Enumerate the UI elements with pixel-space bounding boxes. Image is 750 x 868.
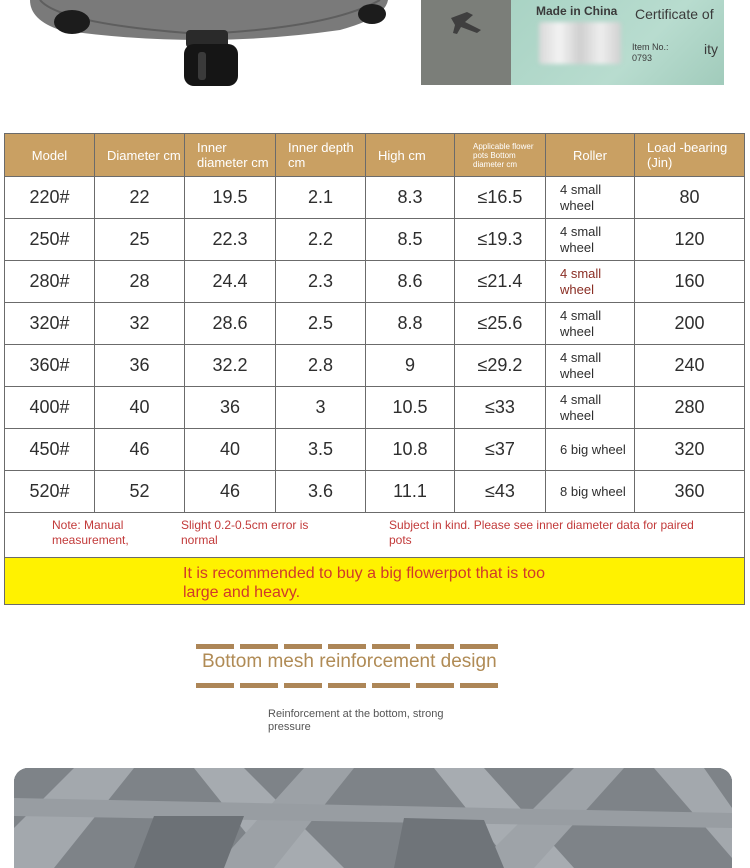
cell-roller: 8 big wheel (546, 471, 635, 513)
header-model: Model (5, 134, 95, 177)
cell-applicable: ≤43 (455, 471, 546, 513)
cell-inner-depth: 3 (276, 387, 366, 429)
note-manual-measurement: Note: Manual measurement, (52, 518, 129, 547)
table-row (5, 177, 745, 219)
header-applicable: Applicable flower pots Bottom diameter cm (455, 134, 546, 177)
cell-inner-diameter: 46 (185, 471, 276, 513)
cell-load: 240 (635, 345, 745, 387)
certificate-suffix: ity (704, 41, 718, 57)
cell-model: 400# (5, 387, 95, 429)
header-inner-diameter: Inner diameter cm (185, 134, 276, 177)
cell-high: 10.5 (366, 387, 455, 429)
cell-load: 160 (635, 261, 745, 303)
mesh-bottom-photo (14, 768, 732, 868)
cell-inner-diameter: 40 (185, 429, 276, 471)
cell-inner-diameter: 19.5 (185, 177, 276, 219)
cell-high: 8.8 (366, 303, 455, 345)
cell-roller: 4 small wheel (546, 387, 635, 429)
cell-diameter: 40 (95, 387, 185, 429)
table-row (5, 387, 745, 429)
cell-load: 120 (635, 219, 745, 261)
cell-model: 280# (5, 261, 95, 303)
table-row (5, 429, 745, 471)
note-row (5, 513, 745, 558)
caster-base-illustration (0, 0, 400, 100)
cell-inner-depth: 2.1 (276, 177, 366, 219)
cell-model: 520# (5, 471, 95, 513)
certificate-item (632, 42, 669, 64)
item-label: Item No.: (632, 42, 669, 52)
made-in-label: Made in China (536, 4, 618, 18)
header-roller: Roller (546, 134, 635, 177)
cell-inner-diameter: 36 (185, 387, 276, 429)
header-inner-depth: Inner depth cm (276, 134, 366, 177)
note-error-range: Slight 0.2-0.5cm error is normal (181, 518, 309, 547)
tip-text: It is recommended to buy a big flowerpot that is too large and heavy. (183, 565, 545, 601)
cell-inner-diameter: 28.6 (185, 303, 276, 345)
spec-table (4, 133, 745, 605)
cell-diameter: 25 (95, 219, 185, 261)
cell-inner-diameter: 22.3 (185, 219, 276, 261)
cell-load: 360 (635, 471, 745, 513)
header-diameter: Diameter cm (95, 134, 185, 177)
recommendation-tip (5, 558, 745, 605)
table-row (5, 345, 745, 387)
item-number: 0793 (632, 53, 653, 63)
cell-roller: 4 small wheel (546, 303, 635, 345)
cell-diameter: 46 (95, 429, 185, 471)
certificate-image (421, 0, 724, 85)
cell-model: 320# (5, 303, 95, 345)
cell-inner-diameter: 32.2 (185, 345, 276, 387)
cell-load: 280 (635, 387, 745, 429)
cell-applicable: ≤37 (455, 429, 546, 471)
cell-applicable: ≤16.5 (455, 177, 546, 219)
cell-applicable: ≤25.6 (455, 303, 546, 345)
table-row (5, 471, 745, 513)
cell-diameter: 32 (95, 303, 185, 345)
section-title: Bottom mesh reinforcement design (198, 650, 501, 674)
cell-model: 360# (5, 345, 95, 387)
header-load: Load -bearing (Jin) (635, 134, 745, 177)
header-high: High cm (366, 134, 455, 177)
certificate-panel (511, 0, 724, 85)
table-row (5, 219, 745, 261)
note-cell (5, 513, 745, 558)
cell-high: 8.6 (366, 261, 455, 303)
cell-model: 220# (5, 177, 95, 219)
mesh-grid-illustration (14, 768, 732, 868)
cell-applicable: ≤33 (455, 387, 546, 429)
cell-roller: 4 small wheel (546, 219, 635, 261)
cell-inner-depth: 3.6 (276, 471, 366, 513)
cell-inner-depth: 3.5 (276, 429, 366, 471)
cell-high: 9 (366, 345, 455, 387)
cell-applicable: ≤29.2 (455, 345, 546, 387)
tip-row (5, 558, 745, 605)
cell-diameter: 28 (95, 261, 185, 303)
table-row (5, 303, 745, 345)
cell-high: 8.5 (366, 219, 455, 261)
cell-inner-depth: 2.8 (276, 345, 366, 387)
cell-load: 80 (635, 177, 745, 219)
cell-high: 11.1 (366, 471, 455, 513)
cell-roller: 6 big wheel (546, 429, 635, 471)
table-row (5, 261, 745, 303)
cell-roller: 4 small wheel (546, 345, 635, 387)
note-subject-in-kind: Subject in kind. Please see inner diameter data for paired pots (389, 518, 694, 547)
cell-applicable: ≤19.3 (455, 219, 546, 261)
blurred-logo (539, 22, 621, 64)
cell-inner-depth: 2.2 (276, 219, 366, 261)
cell-diameter: 22 (95, 177, 185, 219)
cell-model: 450# (5, 429, 95, 471)
cell-diameter: 36 (95, 345, 185, 387)
cell-model: 250# (5, 219, 95, 261)
cell-roller: 4 small wheel (546, 177, 635, 219)
cell-roller: 4 small wheel (546, 261, 635, 303)
certificate-title: Certificate of (635, 6, 714, 22)
cell-diameter: 52 (95, 471, 185, 513)
section-subtitle: Reinforcement at the bottom, strong pressure (268, 708, 444, 733)
cell-high: 8.3 (366, 177, 455, 219)
cell-load: 320 (635, 429, 745, 471)
table-header-row (5, 134, 745, 177)
cell-inner-depth: 2.3 (276, 261, 366, 303)
plane-icon (421, 0, 511, 85)
cell-inner-diameter: 24.4 (185, 261, 276, 303)
cell-load: 200 (635, 303, 745, 345)
product-base-image (0, 0, 400, 100)
cell-high: 10.8 (366, 429, 455, 471)
cell-inner-depth: 2.5 (276, 303, 366, 345)
cell-applicable: ≤21.4 (455, 261, 546, 303)
